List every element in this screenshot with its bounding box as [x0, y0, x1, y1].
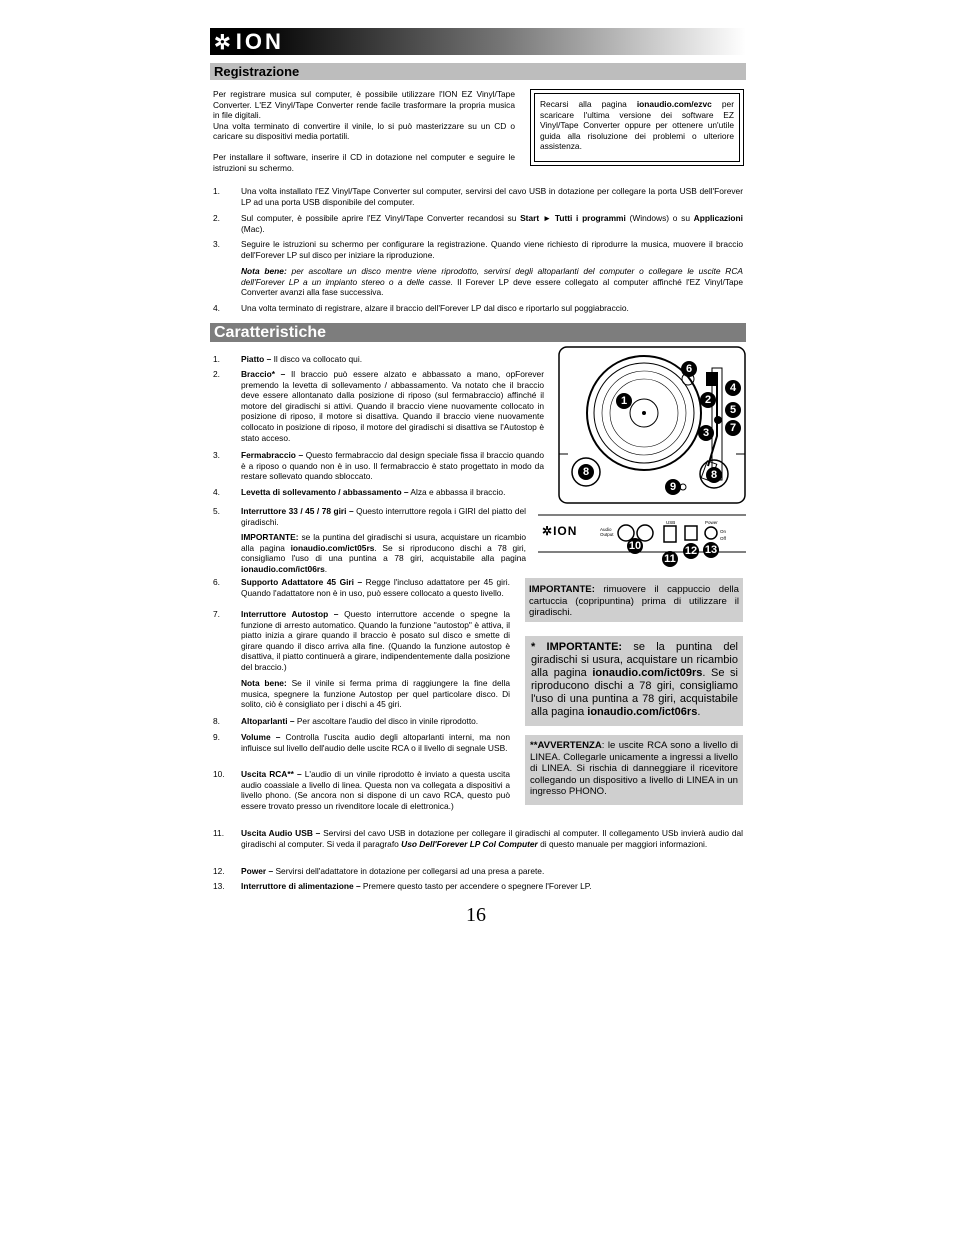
audio-output-label: Audio Output: [600, 527, 614, 537]
important-box-stylus: * IMPORTANTE: se la puntina del giradischi si usura, acquistare un ricambio alla pagina ionaudio.com/ict09rs. Se si riproducono dischi a 78 giri, consigliamo l'uso di una puntina a 78 giri, acquistabile alla pagina ionaudio.com/ict06rs.: [525, 636, 743, 726]
callout-badge: 9: [665, 479, 681, 495]
item-number: 3.: [213, 450, 220, 460]
item-text: Interruttore 33 / 45 / 78 giri – Questo interruttore regola i GIRI del piatto del giradischi.: [241, 506, 527, 527]
item-text: Volume – Controlla l'uscita audio degli altoparlanti interni, ma non influisce sul livello dell'audio delle uscite RCA o il livello di segnale USB.: [241, 732, 510, 753]
important-box-cartridge: IMPORTANTE: rimuovere il cappuccio della cartuccia (copripuntina) prima di utilizzare il giradischi.: [525, 578, 743, 622]
item-text: Fermabraccio – Questo fermabraccio dal design speciale fissa il braccio quando è a riposo o quando non è in uso. Il fermabraccio è stato progettato in modo da restare sollevato quando sbloccato.: [241, 450, 544, 482]
item-number: 4.: [213, 487, 220, 497]
item-text: Interruttore di alimentazione – Premere questo tasto per accendere o spegnere l'Forever LP.: [241, 881, 592, 891]
step-text: Sul computer, è possibile aprire l'EZ Vinyl/Tape Converter recandosi su Start ► Tutti i programmi (Windows) o su Applicazioni (Mac).: [241, 213, 743, 234]
item-number: 5.: [213, 506, 220, 516]
step-number: 2.: [213, 213, 220, 223]
item-number: 2.: [213, 369, 220, 379]
callout-badge: 10: [628, 540, 642, 552]
on-label: On: [720, 529, 727, 534]
item-number: 9.: [213, 732, 220, 742]
item-number: 11.: [213, 828, 225, 838]
ion-logo: ✲ION: [214, 29, 284, 54]
item-number: 13.: [213, 881, 225, 891]
item-text: Interruttore Autostop – Questo interruttore accende o spegne la funzione di arresto automatico. Quando la funzione "autostop" è attiva, il piatto inizia a girare quando il braccio è posato sul disco e smette di girare quando il disco arriva alla fine. (Quando la funzione autostop è disattiva, il piatto continuerà a girare, indipendentemente dalla posizione del braccio.): [241, 609, 510, 672]
callout-badge: 8: [578, 464, 594, 480]
item5-important: IMPORTANTE: se la puntina del giradischi si usura, acquistare un ricambio alla pagina ionaudio.com/ict05rs. Se si riproducono dischi a 78 giri, consigliamo l'uso di una puntina a 78 giri, acquistabile alla pagina ionaudio.com/ict06rs.: [241, 532, 526, 574]
intro-text: Per registrare musica sul computer, è possibile utilizzare l'ION EZ Vinyl/Tape Converter. L'EZ Vinyl/Tape Converter rende facile trasformare la propria musica in file digitali. Una volta terminato di convertire il vinile, lo si può masterizzare su un CD o caricare su dispositivi media portatili. Per installare il software, inserire il CD in dotazione nel computer e seguire le istruzioni su schermo.: [213, 89, 515, 173]
item-text: Braccio* – Il braccio può essere alzato e abbassato a mano, opForever premendo la levetta di sollevamento / abbassamento. Va notato che il braccio deve essere allontanato dalla posizione di riposo (sul fermabraccio) affinché il motore del giradischi si attivi. Quando il braccio viene nuovamente collocato in posizione di riposo, il motore si disattiva. Quando il braccio viene nuovamente collocato in posizione di riposo, il motore del giradischi si disattiva se l'Autostop è stato acceso.: [241, 369, 545, 443]
rear-ion-logo: ✲ION: [542, 524, 578, 538]
usb-label: USB: [666, 520, 676, 525]
item-number: 12.: [213, 866, 225, 876]
callout-badge: 4: [725, 380, 741, 396]
step-text: Seguire le istruzioni su schermo per configurare la registrazione. Quando viene richiesto di riprodurre la musica, muovere il braccio dell'Forever LP sul disco per iniziare la riproduzione.: [241, 239, 743, 260]
item-text: Uscita RCA** – L'audio di un vinile riprodotto è inviato a questa uscita audio coassiale a livello di linea. Questa non va collegata a dispositivi a livello phono. (Se ancora non si dispone di un cavo RCA, questo può essere trovato presso un rivenditore locale di elettronica.): [241, 769, 510, 811]
item-number: 1.: [213, 354, 220, 364]
item-number: 7.: [213, 609, 220, 619]
item-text: Power – Servirsi dell'adattatore in dotazione per collegarsi ad una presa a parete.: [241, 866, 545, 876]
callout-badge: 6: [681, 361, 697, 377]
section-title-caratteristiche: Caratteristiche: [210, 323, 746, 342]
callout-badge: 11: [662, 551, 678, 567]
section-title-registrazione: Registrazione: [210, 63, 746, 80]
callout-badge: 3: [698, 425, 714, 441]
item-number: 8.: [213, 716, 220, 726]
item-text: Supporto Adattatore 45 Giri – Regge l'incluso adattatore per 45 giri. Quando l'adattatore non è in uso, può essere collocato a questo livello.: [241, 577, 510, 598]
item-text: Levetta di sollevamento / abbassamento – Alza e abbassa il braccio.: [241, 487, 506, 497]
step-number: 4.: [213, 303, 220, 313]
header-bar: [210, 28, 746, 55]
item7-note: Nota bene: Se il vinile si ferma prima di raggiungere la fine della musica, spegnere la funzione Autostop per quel particolare disco. Di solito, ciò è consigliato per i dischi a 45 giri.: [241, 678, 511, 710]
item-number: 10.: [213, 769, 225, 779]
item-number: 6.: [213, 577, 220, 587]
callout-badge: 12: [684, 545, 698, 557]
step-note: Nota bene: per ascoltare un disco mentre viene riprodotto, servirsi degli altoparlanti del computer o collegare le uscite RCA dell'Forever LP a un impianto stereo o a delle casse. Il Forever LP deve essere collegato al computer affinché l'EZ Vinyl/Tape Converter avanzi alla fase successiva.: [241, 266, 743, 298]
item-text: Uscita Audio USB – Servirsi del cavo USB in dotazione per collegare il giradischi al computer. Il collegamento USb invierà audio dal giradischi al computer. Si veda il paragrafo Uso Dell'Forever LP Col Computer di questo manuale per maggiori informazioni.: [241, 828, 743, 849]
callout-badge: 2: [700, 392, 716, 408]
warning-box-rca: **AVVERTENZA: le uscite RCA sono a livello di LINEA. Collegarle unicamente a ingressi a livello di LINEA. Si rischia di danneggiare il ricevitore collegando un dispositivo a livello di LINEA in un ingresso PHONO.: [525, 735, 743, 805]
ezvc-info-box: Recarsi alla pagina ionaudio.com/ezvc per scaricare l'ultima versione dei software EZ Vinyl/Tape Converter oppure per ottenere un'utile guida alla risoluzione dei problemi o ulteriore assistenza.: [530, 89, 744, 166]
power-label: Power: [705, 520, 718, 525]
callout-badge: 13: [704, 544, 718, 556]
step-text: Una volta terminato di registrare, alzare il braccio dell'Forever LP dal disco e riportarlo sul poggiabraccio.: [241, 303, 629, 313]
callout-badge: 1: [616, 393, 632, 409]
step-number: 1.: [213, 186, 220, 196]
item-text: Altoparlanti – Per ascoltare l'audio del disco in vinile riprodotto.: [241, 716, 479, 726]
callout-badge: 7: [725, 420, 741, 436]
step-text: Una volta installato l'EZ Vinyl/Tape Converter sul computer, servirsi del cavo USB in dotazione per collegare la porta USB dell'Forever LP ad una porta USB disponibile del computer.: [241, 186, 743, 207]
off-label: Off: [720, 536, 726, 541]
item-text: Piatto – Il disco va collocato qui.: [241, 354, 363, 364]
step-number: 3.: [213, 239, 220, 249]
callout-badge: 5: [725, 402, 741, 418]
callout-badge: 8: [706, 467, 722, 483]
page-number: 16: [466, 904, 486, 926]
